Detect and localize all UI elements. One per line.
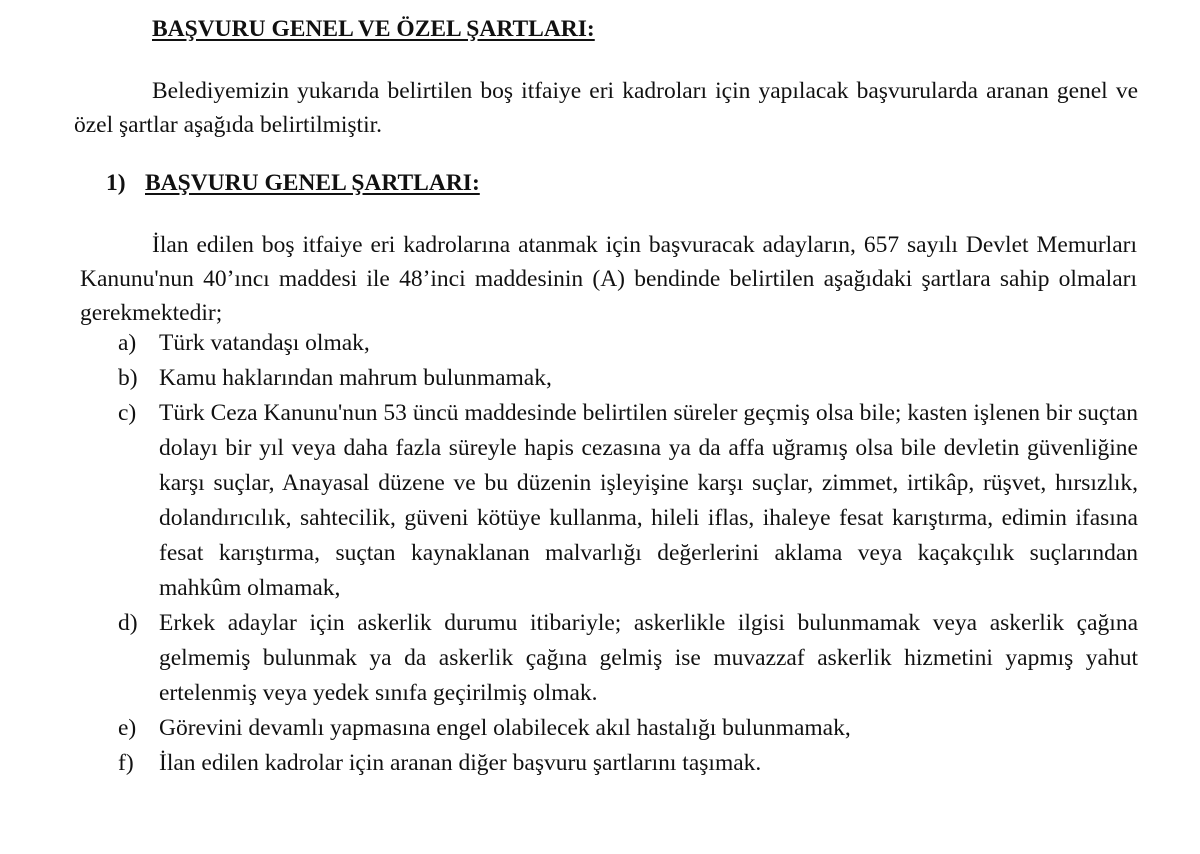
list-marker: a) bbox=[118, 330, 137, 356]
list-item bbox=[118, 361, 1138, 396]
list-item-text: Görevini devamlı yapmasına engel olabilecek akıl hastalığı bulunmamak, bbox=[159, 715, 851, 741]
list-item bbox=[118, 711, 1138, 746]
list-item bbox=[118, 396, 1138, 606]
list-marker: f) bbox=[118, 750, 134, 776]
requirements-list bbox=[118, 326, 1138, 781]
list-item bbox=[118, 746, 1138, 781]
list-marker: c) bbox=[118, 400, 137, 426]
main-title: BAŞVURU GENEL VE ÖZEL ŞARTLARI: bbox=[152, 16, 595, 42]
list-item bbox=[118, 606, 1138, 711]
list-item-text: Erkek adaylar için askerlik durumu itibariyle; askerlikle ilgisi bulunmamak veya askerlik çağına gelmemiş bulunmak ya da askerlik çağına gelmiş ise muvazzaf askerlik hizmetini yapmış yahut ertelenmiş veya yedek sınıfa geçirilmiş olmak. bbox=[159, 610, 1138, 706]
section-title: BAŞVURU GENEL ŞARTLARI: bbox=[145, 170, 480, 196]
list-marker: b) bbox=[118, 365, 138, 391]
list-item-text: Türk vatandaşı olmak, bbox=[159, 330, 370, 356]
list-marker: d) bbox=[118, 610, 138, 636]
list-item-text: Kamu haklarından mahrum bulunmamak, bbox=[159, 365, 552, 391]
section-paragraph: İlan edilen boş itfaiye eri kadrolarına atanmak için başvuracak adayların, 657 sayılı Devlet Memurları Kanunu'nun 40’ıncı maddesi ile 48’inci maddesinin (A) bendinde belirtilen aşağıdaki şartlara sahip olmaları gerekmektedir; bbox=[80, 232, 1137, 326]
list-marker: e) bbox=[118, 715, 137, 741]
section-number: 1) bbox=[106, 170, 126, 196]
intro-paragraph: Belediyemizin yukarıda belirtilen boş itfaiye eri kadroları için yapılacak başvurularda aranan genel ve özel şartlar aşağıda belirtilmiştir. bbox=[74, 78, 1138, 138]
list-item-text: Türk Ceza Kanunu'nun 53 üncü maddesinde belirtilen süreler geçmiş olsa bile; kasten işlenen bir suçtan dolayı bir yıl veya daha fazla süreyle hapis cezasına ya da affa uğramış olsa bile devletin güvenliğine karşı suçlar, Anayasal düzene ve bu düzenin işleyişine karşı suçlar, zimmet, irtikâp, rüşvet, hırsızlık, dolandırıcılık, sahtecilik, güveni kötüye kullanma, hileli iflas, ihaleye fesat karıştırma, edimin ifasına fesat karıştırma, suçtan kaynaklanan malvarlığı değerlerini aklama veya kaçakçılık suçlarından mahkûm olmamak, bbox=[159, 400, 1138, 601]
list-item-text: İlan edilen kadrolar için aranan diğer başvuru şartlarını taşımak. bbox=[159, 750, 762, 776]
list-item bbox=[118, 326, 1138, 361]
